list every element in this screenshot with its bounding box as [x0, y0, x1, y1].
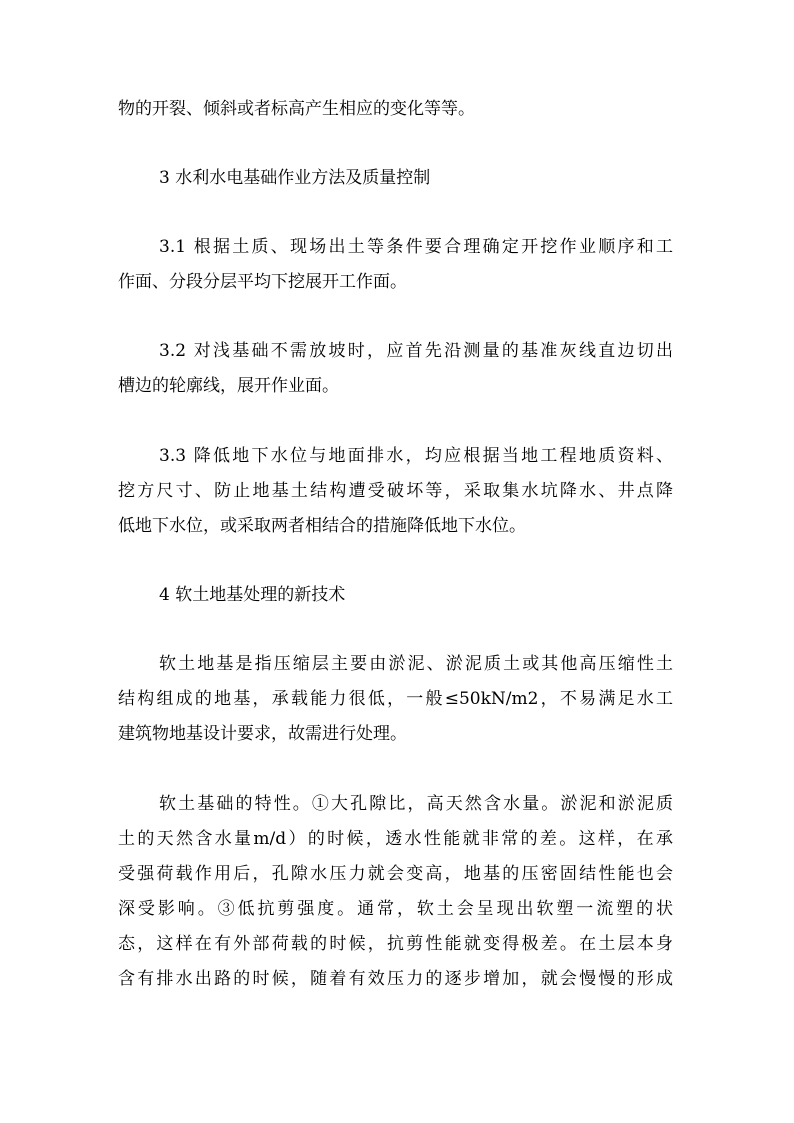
- text-line: 低地下水位，或采取两者相结合的措施降低地下水位。: [118, 516, 526, 536]
- text-line: 含有排水出路的时候，随着有效压力的逐步增加，就会慢慢的形成: [118, 969, 673, 989]
- text-line: 作面、分段分层平均下挖展开工作面。: [118, 272, 407, 292]
- text-line: 结构组成的地基，承载能力很低，一般≤50kN/m2，不易满足水工: [118, 689, 673, 709]
- text-line: 土的天然含水量m/d）的时候，透水性能就非常的差。这样，在承: [118, 829, 673, 849]
- text-line: 建筑物地基设计要求，故需进行处理。: [118, 724, 407, 744]
- section-heading: 4 软土地基处理的新技术: [159, 585, 346, 605]
- text-line: 槽边的轮廓线，展开作业面。: [118, 376, 339, 396]
- text-line: 软土基础的特性。①大孔隙比，高天然含水量。淤泥和淤泥质: [159, 794, 673, 814]
- text-line: 3.1 根据土质、现场出土等条件要合理确定开挖作业顺序和工: [159, 237, 673, 257]
- text-line: 态，这样在有外部荷载的时候，抗剪性能就变得极差。在土层本身: [118, 934, 673, 954]
- text-line: 深受影响。③低抗剪强度。通常，软土会呈现出软塑一流塑的状: [118, 899, 673, 919]
- text-line: 受强荷载作用后，孔隙水压力就会变高，地基的压密固结性能也会: [118, 864, 673, 884]
- text-line: 物的开裂、倾斜或者标高产生相应的变化等等。: [118, 99, 475, 119]
- text-line: 挖方尺寸、防止地基土结构遭受破坏等，采取集水坑降水、井点降: [118, 481, 673, 501]
- section-heading: 3 水利水电基础作业方法及质量控制: [159, 168, 431, 188]
- text-line: 3.3 降低地下水位与地面排水，均应根据当地工程地质资料、: [159, 446, 673, 466]
- text-line: 3.2 对浅基础不需放坡时，应首先沿测量的基准灰线直边切出: [159, 341, 673, 361]
- text-line: 软土地基是指压缩层主要由淤泥、淤泥质土或其他高压缩性土: [159, 654, 673, 674]
